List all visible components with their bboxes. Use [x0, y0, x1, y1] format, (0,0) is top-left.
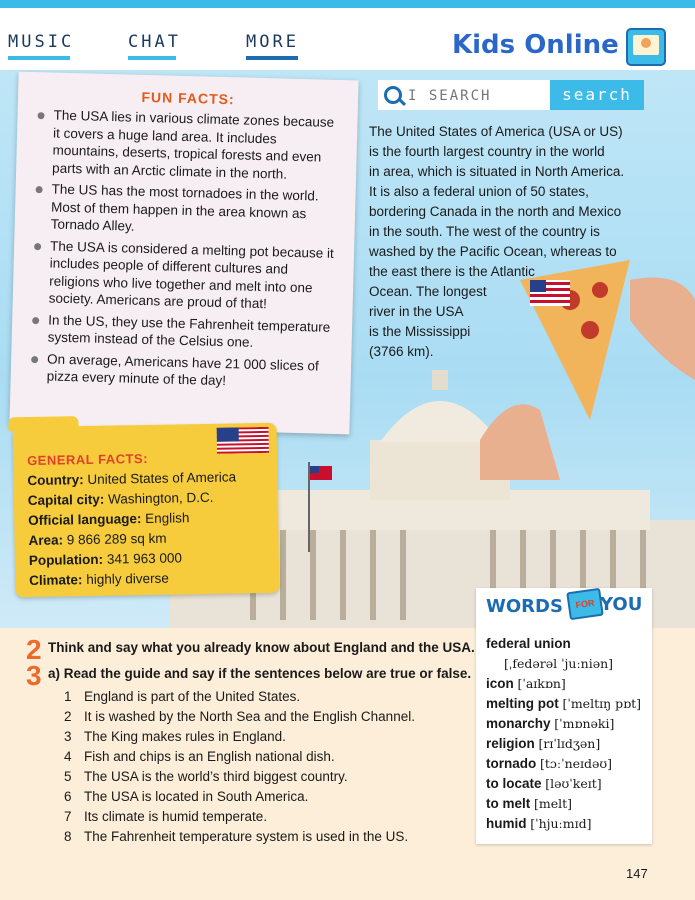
flagpole-image: [304, 462, 334, 552]
vocab-entry: [486, 796, 572, 811]
fact-value: United States of America: [87, 469, 237, 488]
exercise-item: [64, 709, 415, 724]
vocab-word: monarchy: [486, 716, 551, 731]
vocab-entry: [486, 676, 566, 691]
item-text: The USA is the world’s third biggest country.: [84, 769, 348, 784]
fun-fact-item: In the US, they use the Fahrenheit temperature system instead of the Celsius one.: [34, 311, 340, 354]
vocab-transcription: [ˈhjuːmɪd]: [530, 816, 592, 831]
intro-line: It is also a federal union of 50 states,: [369, 184, 589, 199]
vocab-entry: [486, 716, 614, 731]
item-text: The King makes rules in England.: [84, 729, 286, 744]
exercise-number-3: 3: [26, 660, 42, 691]
item-number: 8: [64, 829, 72, 844]
us-flag-icon: [217, 427, 269, 454]
vocab-entry: [486, 756, 612, 771]
search-bar: [378, 80, 644, 110]
general-facts-title: GENERAL FACTS:: [26, 450, 149, 469]
fact-row-language: [28, 510, 190, 528]
vocab-transcription: [ˌfedərəl ˈjuːniən]: [504, 656, 614, 671]
fact-label: Official language:: [28, 511, 142, 529]
fact-row-capital: [28, 490, 214, 508]
item-number: 4: [64, 749, 72, 764]
fact-label: Population:: [28, 551, 104, 569]
item-text: Its climate is humid temperate.: [84, 809, 268, 824]
intro-line: bordering Canada in the north and Mexico: [369, 204, 622, 219]
vocab-word: to locate: [486, 776, 542, 791]
intro-line: the east there is the Atlantic: [369, 264, 535, 279]
item-number: 7: [64, 809, 72, 824]
fact-label: Capital city:: [27, 491, 105, 509]
exercise-item: [64, 749, 335, 764]
fact-label: Climate:: [29, 572, 83, 589]
item-number: 1: [64, 689, 72, 704]
nav-music-underline: [8, 56, 70, 60]
fact-value: 341 963 000: [106, 550, 183, 567]
vocab-word: federal union: [486, 636, 571, 651]
exercise-item: [64, 689, 300, 704]
top-accent-bar: [0, 0, 695, 8]
fact-value: 9 866 289 sq km: [66, 530, 167, 548]
exercise-3-instruction: a) Read the guide and say if the sentences below are true or false.: [48, 666, 472, 681]
nav-chat[interactable]: CHAT: [128, 32, 181, 52]
item-text: Fish and chips is an English national dish.: [84, 749, 335, 764]
search-input[interactable]: [406, 84, 550, 108]
fact-row-country: [27, 469, 236, 488]
intro-line: Ocean. The longest: [369, 284, 487, 299]
exercise-item: [64, 809, 267, 824]
vocab-word: tornado: [486, 756, 537, 771]
vocab-word: to melt: [486, 796, 531, 811]
exercise-item: [64, 729, 286, 744]
nav-more-underline: [246, 56, 298, 60]
vocab-transcription: [melt]: [534, 796, 573, 811]
vocab-word: icon: [486, 676, 514, 691]
vocab-transcription: [ˈaɪkɒn]: [517, 676, 566, 691]
item-number: 6: [64, 789, 72, 804]
vocab-entry: [504, 656, 613, 671]
top-nav: [0, 8, 695, 70]
vocab-transcription: [ləʊˈkeɪt]: [545, 776, 602, 791]
intro-text: [369, 122, 659, 362]
words-title-left: WORDS: [486, 596, 563, 617]
exercise-item: [64, 789, 308, 804]
intro-line: is the Mississippi: [369, 324, 471, 339]
fact-label: Area:: [28, 532, 64, 549]
vocab-entry: [486, 776, 602, 791]
words-for-you-panel: [476, 588, 652, 844]
intro-line: (3766 km).: [369, 344, 434, 359]
vocab-entry: [486, 816, 592, 831]
exercise-2-instruction: Think and say what you already know about England and the USA.: [48, 640, 475, 655]
item-text: The USA is located in South America.: [84, 789, 309, 804]
fact-row-climate: [29, 571, 169, 588]
vocab-transcription: [ˈmeltɪŋ pɒt]: [562, 696, 642, 711]
fact-row-area: [28, 531, 166, 548]
intro-line: is the fourth largest country in the world: [369, 144, 605, 159]
folder-tab: [8, 416, 78, 431]
fun-fact-item: The US has the most tornadoes in the world. Most of them happen in the area known as Tornado Alley.: [36, 180, 342, 240]
intro-line: in the south. The west of the country is: [369, 224, 600, 239]
fact-value: Washington, D.C.: [107, 489, 214, 507]
fun-fact-item: On average, Americans have 21 000 slices of pizza every minute of the day!: [33, 350, 339, 393]
exercise-item: [64, 769, 348, 784]
fun-fact-item: The USA lies in various climate zones because it covers a huge land area. It includes mountains, deserts, tropical forests and even parts with an Arctic climate in the north.: [38, 106, 345, 184]
words-title-badge: FOR: [566, 588, 604, 620]
vocab-transcription: [tɔːˈneɪdəʊ]: [540, 756, 613, 771]
item-number: 5: [64, 769, 72, 784]
nav-chat-underline: [128, 56, 176, 60]
fact-value: highly diverse: [86, 570, 169, 588]
fun-facts-title: FUN FACTS:: [141, 88, 235, 108]
intro-line: in area, which is situated in North America.: [369, 164, 625, 179]
exercise-item: [64, 829, 408, 844]
fun-facts-list: [32, 106, 344, 396]
vocab-transcription: [rɪˈlɪdʒən]: [538, 736, 601, 751]
general-facts-panel: [13, 423, 280, 598]
search-button[interactable]: search: [550, 80, 644, 110]
fact-row-population: [29, 550, 182, 568]
fun-facts-panel: [9, 72, 358, 435]
brand-title: Kids Online: [452, 30, 619, 60]
intro-line: washed by the Pacific Ocean, whereas to: [369, 244, 617, 259]
words-title-right: YOU: [600, 594, 643, 615]
fun-fact-item: The USA is considered a melting pot because it includes people of different cultures and religions who live together and melt into one society. Americans are proud of that!: [35, 237, 342, 315]
nav-more[interactable]: MORE: [246, 32, 299, 52]
search-icon[interactable]: [384, 86, 402, 104]
item-number: 3: [64, 729, 72, 744]
vocab-transcription: [ˈmɒnəki]: [554, 716, 615, 731]
vocab-word: melting pot: [486, 696, 559, 711]
vocab-entry: [486, 636, 571, 651]
nav-music[interactable]: MUSIC: [8, 32, 75, 52]
item-text: The Fahrenheit temperature system is used in the US.: [84, 829, 409, 844]
intro-line: river in the USA: [369, 304, 464, 319]
vocab-word: humid: [486, 816, 527, 831]
fact-label: Country:: [27, 472, 84, 489]
vocab-entry: [486, 696, 641, 711]
laptop-kid-icon: [626, 28, 666, 66]
item-number: 2: [64, 709, 72, 724]
vocab-word: religion: [486, 736, 535, 751]
item-text: It is washed by the North Sea and the English Channel.: [84, 709, 415, 724]
item-text: England is part of the United States.: [84, 689, 301, 704]
vocab-entry: [486, 736, 600, 751]
exercise-number-2: 2: [26, 634, 42, 665]
intro-line: The United States of America (USA or US): [369, 124, 623, 139]
page-number: 147: [626, 866, 648, 881]
fact-value: English: [145, 510, 190, 527]
